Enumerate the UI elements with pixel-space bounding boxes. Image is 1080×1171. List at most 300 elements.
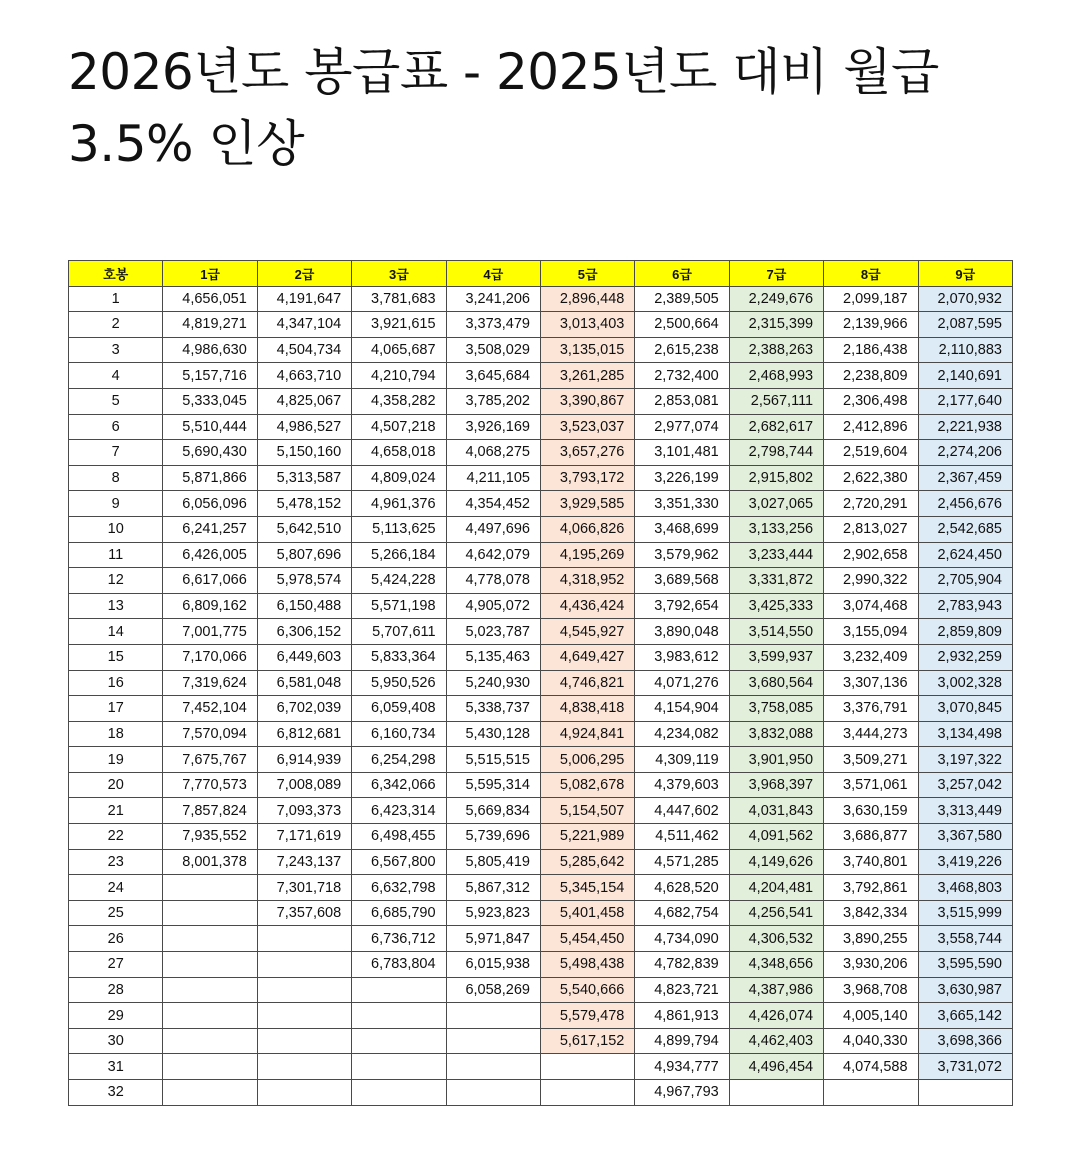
salary-cell-grade-8: 3,792,861	[824, 875, 918, 901]
salary-cell-grade-9: 3,698,366	[918, 1028, 1012, 1054]
salary-cell-grade-2: 5,807,696	[257, 542, 351, 568]
salary-cell-grade-9: 3,197,322	[918, 747, 1012, 773]
salary-cell-grade-1	[163, 875, 257, 901]
salary-cell-grade-9	[918, 1080, 1012, 1106]
salary-cell-grade-7: 3,425,333	[729, 593, 823, 619]
header-grade-8: 8급	[824, 261, 918, 287]
salary-cell-grade-9: 2,177,640	[918, 388, 1012, 414]
salary-cell-grade-2: 4,347,104	[257, 312, 351, 338]
salary-cell-grade-1: 4,819,271	[163, 312, 257, 338]
salary-cell-grade-7	[729, 1080, 823, 1106]
salary-cell-grade-9: 3,002,328	[918, 670, 1012, 696]
salary-cell-grade-5: 4,436,424	[540, 593, 634, 619]
salary-cell-grade-1: 7,675,767	[163, 747, 257, 773]
header-grade-7: 7급	[729, 261, 823, 287]
table-row	[69, 312, 1013, 338]
salary-cell-grade-5: 4,838,418	[540, 696, 634, 722]
salary-cell-grade-3: 4,809,024	[352, 465, 446, 491]
salary-cell-grade-6: 2,615,238	[635, 337, 729, 363]
salary-cell-grade-2	[257, 952, 351, 978]
table-row	[69, 593, 1013, 619]
salary-cell-grade-4: 6,058,269	[446, 977, 540, 1003]
salary-cell-grade-2	[257, 977, 351, 1003]
salary-cell-grade-8: 3,630,159	[824, 798, 918, 824]
salary-cell-grade-3: 4,358,282	[352, 388, 446, 414]
salary-cell-grade-3: 4,210,794	[352, 363, 446, 389]
salary-cell-grade-2	[257, 926, 351, 952]
salary-cell-grade-6: 4,379,603	[635, 772, 729, 798]
salary-cell-grade-6: 4,234,082	[635, 721, 729, 747]
salary-cell-grade-2: 7,301,718	[257, 875, 351, 901]
salary-cell-grade-2: 6,812,681	[257, 721, 351, 747]
salary-cell-grade-9: 2,140,691	[918, 363, 1012, 389]
table-row	[69, 670, 1013, 696]
step-cell: 18	[69, 721, 163, 747]
salary-cell-grade-8: 3,890,255	[824, 926, 918, 952]
salary-cell-grade-6: 2,500,664	[635, 312, 729, 338]
salary-cell-grade-9: 3,257,042	[918, 772, 1012, 798]
salary-cell-grade-9: 2,221,938	[918, 414, 1012, 440]
salary-cell-grade-2: 6,914,939	[257, 747, 351, 773]
salary-cell-grade-5: 3,390,867	[540, 388, 634, 414]
salary-cell-grade-5: 3,657,276	[540, 440, 634, 466]
step-cell: 26	[69, 926, 163, 952]
salary-cell-grade-4: 5,135,463	[446, 644, 540, 670]
salary-cell-grade-4: 4,642,079	[446, 542, 540, 568]
salary-cell-grade-9: 3,468,803	[918, 875, 1012, 901]
salary-cell-grade-1: 6,426,005	[163, 542, 257, 568]
header-grade-9: 9급	[918, 261, 1012, 287]
salary-cell-grade-6: 3,890,048	[635, 619, 729, 645]
salary-cell-grade-7: 4,306,532	[729, 926, 823, 952]
salary-cell-grade-6: 4,154,904	[635, 696, 729, 722]
salary-cell-grade-6: 2,853,081	[635, 388, 729, 414]
salary-cell-grade-2: 7,008,089	[257, 772, 351, 798]
salary-cell-grade-3	[352, 1028, 446, 1054]
header-grade-4: 4급	[446, 261, 540, 287]
salary-cell-grade-9: 2,624,450	[918, 542, 1012, 568]
table-row	[69, 1054, 1013, 1080]
step-cell: 21	[69, 798, 163, 824]
salary-cell-grade-4: 5,805,419	[446, 849, 540, 875]
salary-cell-grade-6: 4,309,119	[635, 747, 729, 773]
salary-cell-grade-3: 5,950,526	[352, 670, 446, 696]
salary-cell-grade-5: 4,195,269	[540, 542, 634, 568]
salary-cell-grade-4: 3,373,479	[446, 312, 540, 338]
salary-cell-grade-6: 2,732,400	[635, 363, 729, 389]
step-cell: 24	[69, 875, 163, 901]
step-cell: 8	[69, 465, 163, 491]
salary-cell-grade-2	[257, 1080, 351, 1106]
salary-cell-grade-4: 4,497,696	[446, 516, 540, 542]
salary-cell-grade-1: 5,333,045	[163, 388, 257, 414]
step-cell: 17	[69, 696, 163, 722]
salary-cell-grade-9: 3,595,590	[918, 952, 1012, 978]
salary-cell-grade-4: 5,023,787	[446, 619, 540, 645]
salary-cell-grade-3: 3,921,615	[352, 312, 446, 338]
salary-cell-grade-1	[163, 952, 257, 978]
salary-cell-grade-7: 2,915,802	[729, 465, 823, 491]
salary-cell-grade-2: 6,449,603	[257, 644, 351, 670]
step-cell: 25	[69, 900, 163, 926]
table-row	[69, 542, 1013, 568]
salary-cell-grade-7: 4,426,074	[729, 1003, 823, 1029]
table-row	[69, 721, 1013, 747]
table-row	[69, 440, 1013, 466]
salary-cell-grade-9: 3,558,744	[918, 926, 1012, 952]
salary-cell-grade-9: 3,313,449	[918, 798, 1012, 824]
salary-cell-grade-9: 2,932,259	[918, 644, 1012, 670]
salary-cell-grade-1: 6,617,066	[163, 568, 257, 594]
salary-cell-grade-5: 5,401,458	[540, 900, 634, 926]
salary-cell-grade-3	[352, 1003, 446, 1029]
salary-cell-grade-3: 6,160,734	[352, 721, 446, 747]
salary-cell-grade-1: 6,056,096	[163, 491, 257, 517]
salary-cell-grade-1	[163, 926, 257, 952]
step-cell: 1	[69, 286, 163, 312]
table-row	[69, 1003, 1013, 1029]
salary-cell-grade-1: 8,001,378	[163, 849, 257, 875]
step-cell: 19	[69, 747, 163, 773]
salary-cell-grade-4: 3,241,206	[446, 286, 540, 312]
salary-cell-grade-8: 2,099,187	[824, 286, 918, 312]
salary-cell-grade-9: 3,515,999	[918, 900, 1012, 926]
salary-cell-grade-2: 7,093,373	[257, 798, 351, 824]
salary-cell-grade-7: 4,091,562	[729, 824, 823, 850]
salary-cell-grade-4	[446, 1028, 540, 1054]
salary-cell-grade-9: 3,419,226	[918, 849, 1012, 875]
step-cell: 12	[69, 568, 163, 594]
salary-cell-grade-8: 2,238,809	[824, 363, 918, 389]
salary-cell-grade-8: 2,990,322	[824, 568, 918, 594]
salary-cell-grade-6: 3,792,654	[635, 593, 729, 619]
salary-cell-grade-3: 6,423,314	[352, 798, 446, 824]
salary-cell-grade-2: 5,150,160	[257, 440, 351, 466]
salary-cell-grade-2: 5,313,587	[257, 465, 351, 491]
salary-cell-grade-4: 5,669,834	[446, 798, 540, 824]
salary-cell-grade-1	[163, 977, 257, 1003]
salary-cell-grade-1: 7,770,573	[163, 772, 257, 798]
salary-cell-grade-5: 4,746,821	[540, 670, 634, 696]
salary-cell-grade-7: 2,567,111	[729, 388, 823, 414]
salary-cell-grade-5: 5,006,295	[540, 747, 634, 773]
salary-cell-grade-2	[257, 1054, 351, 1080]
salary-cell-grade-8: 3,571,061	[824, 772, 918, 798]
salary-cell-grade-3: 6,254,298	[352, 747, 446, 773]
salary-cell-grade-1	[163, 1054, 257, 1080]
step-cell: 6	[69, 414, 163, 440]
salary-cell-grade-4: 4,211,105	[446, 465, 540, 491]
salary-cell-grade-5: 5,617,152	[540, 1028, 634, 1054]
salary-cell-grade-2: 4,986,527	[257, 414, 351, 440]
salary-cell-grade-8: 2,622,380	[824, 465, 918, 491]
salary-cell-grade-7: 3,901,950	[729, 747, 823, 773]
salary-cell-grade-8: 3,968,708	[824, 977, 918, 1003]
salary-cell-grade-1: 7,319,624	[163, 670, 257, 696]
salary-cell-grade-7: 4,348,656	[729, 952, 823, 978]
step-cell: 23	[69, 849, 163, 875]
salary-cell-grade-6: 4,899,794	[635, 1028, 729, 1054]
step-cell: 14	[69, 619, 163, 645]
salary-cell-grade-8: 2,186,438	[824, 337, 918, 363]
table-row	[69, 337, 1013, 363]
salary-cell-grade-9: 3,731,072	[918, 1054, 1012, 1080]
salary-cell-grade-1: 5,690,430	[163, 440, 257, 466]
step-cell: 29	[69, 1003, 163, 1029]
salary-cell-grade-3	[352, 1054, 446, 1080]
salary-cell-grade-4: 3,645,684	[446, 363, 540, 389]
salary-cell-grade-7: 4,149,626	[729, 849, 823, 875]
salary-cell-grade-5: 3,013,403	[540, 312, 634, 338]
salary-cell-grade-1: 7,452,104	[163, 696, 257, 722]
salary-cell-grade-4: 6,015,938	[446, 952, 540, 978]
table-row	[69, 926, 1013, 952]
salary-cell-grade-8: 3,074,468	[824, 593, 918, 619]
step-cell: 3	[69, 337, 163, 363]
salary-cell-grade-1: 4,986,630	[163, 337, 257, 363]
salary-cell-grade-5: 3,135,015	[540, 337, 634, 363]
salary-cell-grade-9: 3,367,580	[918, 824, 1012, 850]
salary-cell-grade-7: 2,249,676	[729, 286, 823, 312]
table-row	[69, 696, 1013, 722]
salary-cell-grade-1	[163, 1028, 257, 1054]
salary-cell-grade-1: 7,001,775	[163, 619, 257, 645]
salary-cell-grade-7: 4,496,454	[729, 1054, 823, 1080]
header-step: 호봉	[69, 261, 163, 287]
salary-cell-grade-6: 2,389,505	[635, 286, 729, 312]
table-row	[69, 568, 1013, 594]
salary-cell-grade-1: 7,170,066	[163, 644, 257, 670]
salary-cell-grade-4: 5,867,312	[446, 875, 540, 901]
salary-cell-grade-7: 2,315,399	[729, 312, 823, 338]
salary-cell-grade-7: 3,758,085	[729, 696, 823, 722]
salary-cell-grade-7: 3,599,937	[729, 644, 823, 670]
salary-cell-grade-3: 4,658,018	[352, 440, 446, 466]
salary-cell-grade-3: 5,113,625	[352, 516, 446, 542]
header-grade-1: 1급	[163, 261, 257, 287]
salary-cell-grade-2: 6,702,039	[257, 696, 351, 722]
step-cell: 13	[69, 593, 163, 619]
salary-cell-grade-1: 5,157,716	[163, 363, 257, 389]
salary-cell-grade-2	[257, 1028, 351, 1054]
salary-cell-grade-8: 2,306,498	[824, 388, 918, 414]
salary-cell-grade-7: 4,031,843	[729, 798, 823, 824]
salary-cell-grade-8	[824, 1080, 918, 1106]
salary-cell-grade-9: 2,859,809	[918, 619, 1012, 645]
salary-cell-grade-8: 3,686,877	[824, 824, 918, 850]
salary-cell-grade-9: 2,542,685	[918, 516, 1012, 542]
salary-cell-grade-6: 3,101,481	[635, 440, 729, 466]
salary-cell-grade-5: 3,261,285	[540, 363, 634, 389]
table-row	[69, 900, 1013, 926]
salary-cell-grade-8: 3,232,409	[824, 644, 918, 670]
salary-cell-grade-6: 4,682,754	[635, 900, 729, 926]
salary-cell-grade-8: 2,902,658	[824, 542, 918, 568]
salary-cell-grade-6: 4,934,777	[635, 1054, 729, 1080]
table-row	[69, 286, 1013, 312]
salary-cell-grade-6: 4,823,721	[635, 977, 729, 1003]
salary-cell-grade-8: 2,720,291	[824, 491, 918, 517]
step-cell: 20	[69, 772, 163, 798]
salary-cell-grade-6: 4,511,462	[635, 824, 729, 850]
salary-cell-grade-3: 6,059,408	[352, 696, 446, 722]
table-row	[69, 1028, 1013, 1054]
step-cell: 11	[69, 542, 163, 568]
table-row	[69, 388, 1013, 414]
salary-cell-grade-3: 4,065,687	[352, 337, 446, 363]
salary-cell-grade-5: 2,896,448	[540, 286, 634, 312]
salary-cell-grade-4	[446, 1003, 540, 1029]
salary-cell-grade-3	[352, 1080, 446, 1106]
salary-cell-grade-6: 2,977,074	[635, 414, 729, 440]
step-cell: 5	[69, 388, 163, 414]
salary-cell-grade-9: 2,705,904	[918, 568, 1012, 594]
header-grade-3: 3급	[352, 261, 446, 287]
salary-cell-grade-5: 5,221,989	[540, 824, 634, 850]
salary-cell-grade-1: 7,935,552	[163, 824, 257, 850]
salary-cell-grade-6: 3,579,962	[635, 542, 729, 568]
salary-cell-grade-5: 5,579,478	[540, 1003, 634, 1029]
salary-cell-grade-6: 4,447,602	[635, 798, 729, 824]
salary-cell-grade-6: 4,628,520	[635, 875, 729, 901]
table-row	[69, 414, 1013, 440]
step-cell: 22	[69, 824, 163, 850]
step-cell: 4	[69, 363, 163, 389]
salary-cell-grade-7: 3,027,065	[729, 491, 823, 517]
salary-cell-grade-7: 2,468,993	[729, 363, 823, 389]
salary-cell-grade-6: 3,468,699	[635, 516, 729, 542]
salary-cell-grade-7: 3,233,444	[729, 542, 823, 568]
step-cell: 32	[69, 1080, 163, 1106]
salary-cell-grade-2: 5,642,510	[257, 516, 351, 542]
salary-cell-grade-3: 5,266,184	[352, 542, 446, 568]
table-row	[69, 875, 1013, 901]
salary-cell-grade-1: 6,241,257	[163, 516, 257, 542]
salary-cell-grade-2: 5,478,152	[257, 491, 351, 517]
table-row	[69, 747, 1013, 773]
salary-cell-grade-8: 2,412,896	[824, 414, 918, 440]
salary-cell-grade-5: 4,924,841	[540, 721, 634, 747]
salary-cell-grade-4: 4,068,275	[446, 440, 540, 466]
salary-cell-grade-5: 5,540,666	[540, 977, 634, 1003]
salary-cell-grade-7: 4,387,986	[729, 977, 823, 1003]
salary-cell-grade-9: 2,783,943	[918, 593, 1012, 619]
salary-cell-grade-3: 3,781,683	[352, 286, 446, 312]
salary-cell-grade-8: 4,074,588	[824, 1054, 918, 1080]
salary-cell-grade-4: 4,354,452	[446, 491, 540, 517]
salary-cell-grade-8: 3,509,271	[824, 747, 918, 773]
salary-cell-grade-2: 6,306,152	[257, 619, 351, 645]
salary-cell-grade-8: 3,930,206	[824, 952, 918, 978]
salary-cell-grade-8: 4,005,140	[824, 1003, 918, 1029]
salary-cell-grade-3: 4,507,218	[352, 414, 446, 440]
salary-cell-grade-4: 5,739,696	[446, 824, 540, 850]
salary-cell-grade-3: 5,424,228	[352, 568, 446, 594]
table-row	[69, 363, 1013, 389]
salary-cell-grade-4: 5,923,823	[446, 900, 540, 926]
salary-cell-grade-4: 5,515,515	[446, 747, 540, 773]
salary-cell-grade-5: 5,454,450	[540, 926, 634, 952]
salary-cell-grade-6: 4,734,090	[635, 926, 729, 952]
salary-cell-grade-8: 3,740,801	[824, 849, 918, 875]
salary-cell-grade-1: 4,656,051	[163, 286, 257, 312]
salary-cell-grade-5	[540, 1080, 634, 1106]
table-row	[69, 1080, 1013, 1106]
salary-cell-grade-8: 3,842,334	[824, 900, 918, 926]
salary-cell-grade-3: 6,685,790	[352, 900, 446, 926]
salary-cell-grade-9: 2,087,595	[918, 312, 1012, 338]
salary-cell-grade-1	[163, 1003, 257, 1029]
step-cell: 31	[69, 1054, 163, 1080]
salary-cell-grade-7: 3,133,256	[729, 516, 823, 542]
table-row	[69, 849, 1013, 875]
salary-cell-grade-3: 5,707,611	[352, 619, 446, 645]
salary-cell-grade-6: 3,226,199	[635, 465, 729, 491]
salary-cell-grade-4: 4,778,078	[446, 568, 540, 594]
salary-cell-grade-2	[257, 1003, 351, 1029]
step-cell: 7	[69, 440, 163, 466]
salary-cell-grade-8: 3,444,273	[824, 721, 918, 747]
salary-cell-grade-5: 3,929,585	[540, 491, 634, 517]
table-row	[69, 824, 1013, 850]
salary-cell-grade-1: 7,857,824	[163, 798, 257, 824]
salary-cell-grade-5: 4,318,952	[540, 568, 634, 594]
salary-cell-grade-7: 3,331,872	[729, 568, 823, 594]
table-row	[69, 465, 1013, 491]
salary-cell-grade-4: 4,905,072	[446, 593, 540, 619]
salary-cell-grade-8: 3,376,791	[824, 696, 918, 722]
salary-cell-grade-8: 2,139,966	[824, 312, 918, 338]
table-row	[69, 798, 1013, 824]
salary-cell-grade-3: 6,736,712	[352, 926, 446, 952]
salary-cell-grade-6: 3,689,568	[635, 568, 729, 594]
step-cell: 15	[69, 644, 163, 670]
salary-cell-grade-2: 7,357,608	[257, 900, 351, 926]
salary-cell-grade-7: 3,514,550	[729, 619, 823, 645]
salary-cell-grade-9: 3,665,142	[918, 1003, 1012, 1029]
salary-cell-grade-8: 4,040,330	[824, 1028, 918, 1054]
step-cell: 9	[69, 491, 163, 517]
salary-cell-grade-3: 6,567,800	[352, 849, 446, 875]
salary-cell-grade-3: 6,632,798	[352, 875, 446, 901]
salary-cell-grade-8: 2,813,027	[824, 516, 918, 542]
step-cell: 16	[69, 670, 163, 696]
salary-cell-grade-3	[352, 977, 446, 1003]
table-row	[69, 619, 1013, 645]
salary-table	[68, 260, 1013, 1106]
salary-cell-grade-1: 5,871,866	[163, 465, 257, 491]
table-header-row	[69, 261, 1013, 287]
table-row	[69, 952, 1013, 978]
salary-cell-grade-1	[163, 900, 257, 926]
salary-cell-grade-4: 5,338,737	[446, 696, 540, 722]
salary-cell-grade-9: 3,070,845	[918, 696, 1012, 722]
salary-cell-grade-4: 5,430,128	[446, 721, 540, 747]
salary-cell-grade-6: 3,351,330	[635, 491, 729, 517]
salary-cell-grade-7: 2,388,263	[729, 337, 823, 363]
step-cell: 2	[69, 312, 163, 338]
salary-cell-grade-5: 3,793,172	[540, 465, 634, 491]
salary-cell-grade-6: 4,571,285	[635, 849, 729, 875]
salary-cell-grade-9: 2,070,932	[918, 286, 1012, 312]
salary-cell-grade-4	[446, 1080, 540, 1106]
salary-cell-grade-1	[163, 1080, 257, 1106]
salary-cell-grade-7: 2,682,617	[729, 414, 823, 440]
salary-cell-grade-6: 4,071,276	[635, 670, 729, 696]
salary-cell-grade-5: 5,082,678	[540, 772, 634, 798]
salary-cell-grade-5: 4,649,427	[540, 644, 634, 670]
salary-cell-grade-5: 5,154,507	[540, 798, 634, 824]
